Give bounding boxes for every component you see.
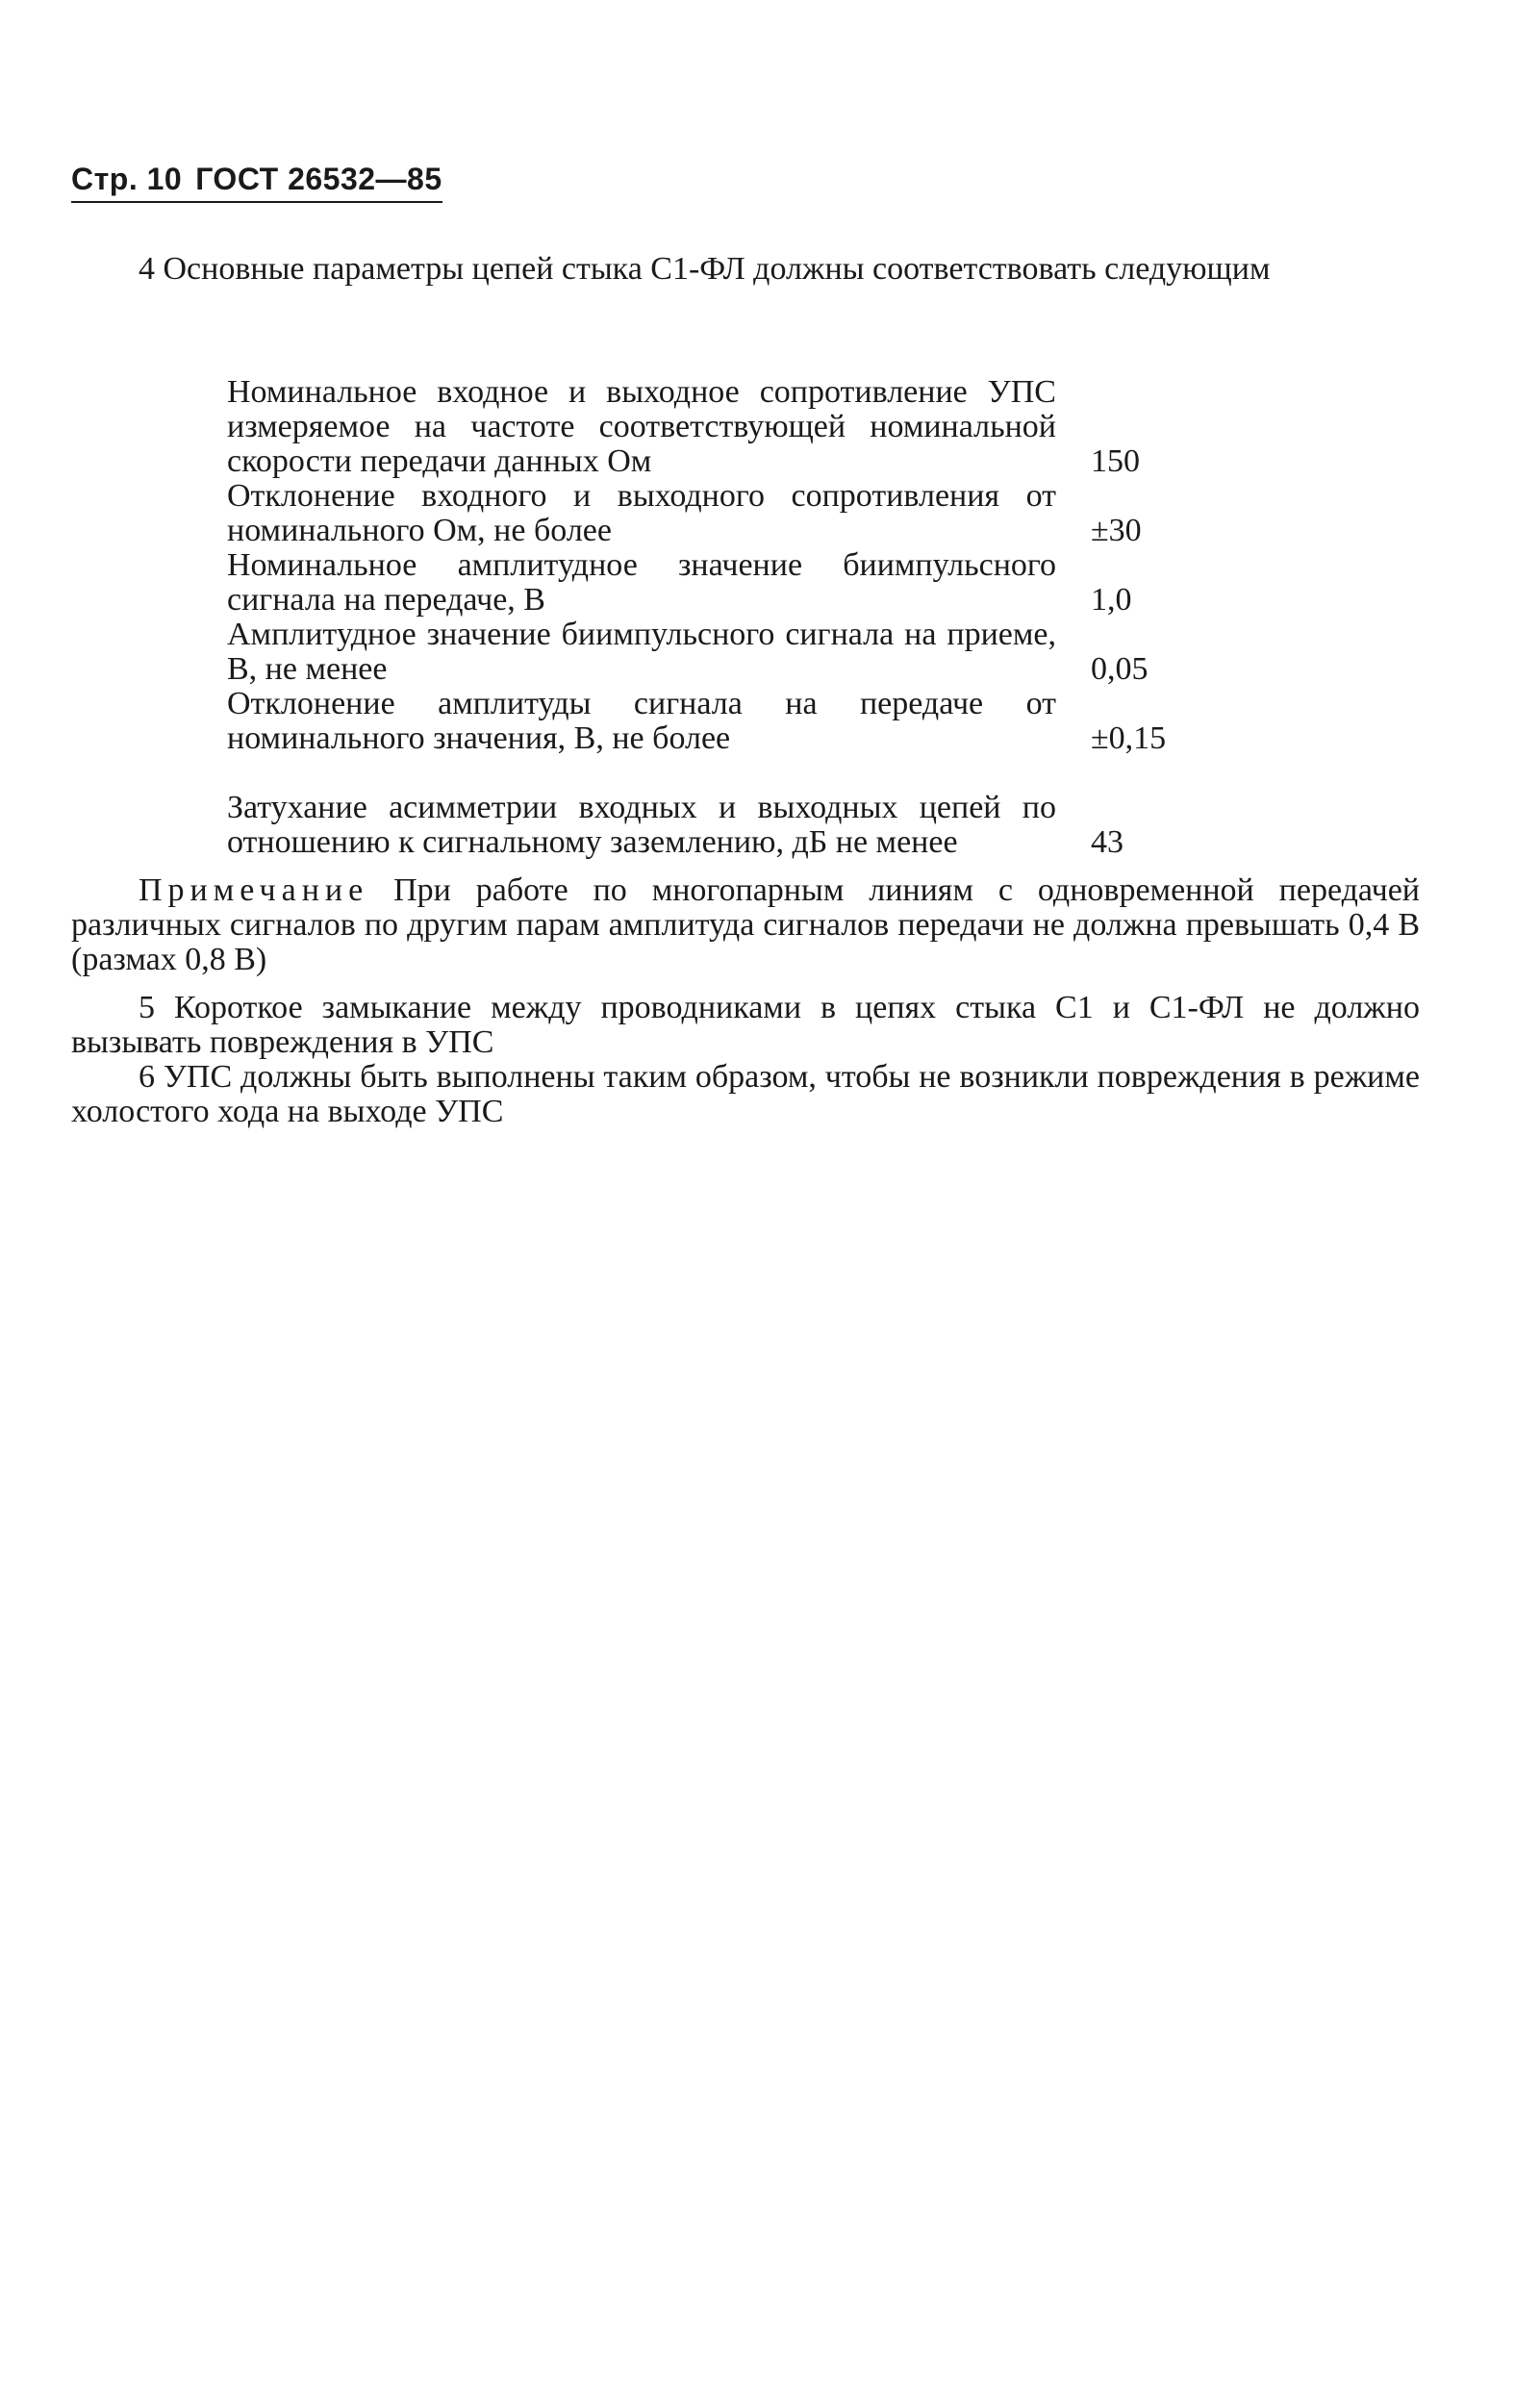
standard-designation: ГОСТ 26532—85: [195, 162, 442, 196]
parameter-row: [227, 687, 1227, 756]
paragraph-6: 6 УПС должны быть выполнены таким образом, чтобы не возникли повреждения в режиме холостого хода на выходе УПС: [71, 1059, 1420, 1129]
page-header: [71, 162, 442, 203]
note-label: Примечание: [139, 872, 369, 908]
parameter-row: [227, 618, 1227, 687]
paragraph-5: 5 Короткое замыкание между проводниками в цепях стыка С1 и С1-ФЛ не должно вызывать повреждения в УПС: [71, 990, 1420, 1060]
parameter-row: [227, 548, 1227, 618]
parameter-value: 43: [1091, 824, 1123, 860]
parameter-row: [227, 341, 1227, 479]
parameter-description: Номинальное амплитудное значение биимпульсного сигнала на передаче, В: [227, 547, 1056, 618]
parameter-description: Отклонение входного и выходного сопротивления от номинального Ом, не более: [227, 478, 1056, 548]
parameter-value: 1,0: [1091, 582, 1132, 618]
parameter-description: Отклонение амплитуды сигнала на передаче от номинального значения, В, не более: [227, 686, 1056, 756]
parameter-value: 150: [1091, 443, 1140, 479]
parameter-value: ±0,15: [1091, 720, 1167, 756]
note: [71, 873, 1420, 977]
parameter-description: Затухание асимметрии входных и выходных цепей по отношению к сигнальному заземлению, дБ не менее: [227, 790, 1056, 860]
parameter-value: 0,05: [1091, 651, 1149, 687]
note-text: При работе по многопарным линиям с одновременной передачей различных сигналов по другим парам амплитуда сигналов передачи не должна превышать 0,4 В (размах 0,8 В): [71, 872, 1420, 977]
page-number: Стр. 10: [71, 162, 183, 196]
paragraph-4: 4 Основные параметры цепей стыка С1-ФЛ должны соответствовать следующим: [139, 251, 1271, 287]
parameter-description: Номинальное входное и выходное сопротивление УПС измеряемое на частоте соответствующей номинальной скорости передачи данных Ом: [227, 374, 1056, 479]
parameter-list: [227, 341, 1227, 860]
parameter-row: [227, 756, 1227, 860]
parameter-row: [227, 479, 1227, 548]
parameter-description: Амплитудное значение биимпульсного сигнала на приеме, В, не менее: [227, 617, 1056, 687]
parameter-value: ±30: [1091, 513, 1142, 548]
